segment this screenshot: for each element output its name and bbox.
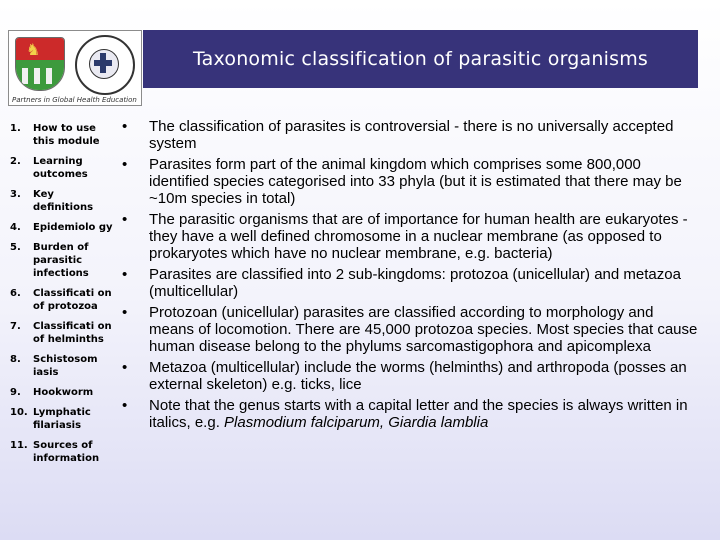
nav-item-number: 3. <box>10 189 21 200</box>
slide-content <box>122 118 700 435</box>
nav-item-label: Lymphatic filariasis <box>33 407 91 431</box>
bullet-text: The classification of parasites is controversial - there is no universally accepted system <box>149 118 674 152</box>
logo-panel <box>8 30 142 106</box>
nav-item-label: Epidemiolo gy <box>33 222 113 233</box>
nav-item-2[interactable] <box>10 155 114 181</box>
bullet-text: Parasites are classified into 2 sub-kingdoms: protozoa (unicellular) and metazoa (multicellular) <box>149 266 681 300</box>
bullet-text: Metazoa (multicellular) include the worms (helminths) and arthropoda (posses an external skeleton) e.g. ticks, lice <box>149 359 687 393</box>
nav-item-label: Learning outcomes <box>33 156 88 180</box>
bullet-icon: • <box>122 397 128 414</box>
nav-item-1[interactable] <box>10 122 114 148</box>
slide-title: Taxonomic classification of parasitic organisms <box>193 48 648 70</box>
university-shield-logo <box>15 37 65 91</box>
nav-item-7[interactable] <box>10 320 114 346</box>
nav-item-label: Burden of parasitic infections <box>33 242 89 279</box>
nav-item-4[interactable] <box>10 221 114 234</box>
nav-item-3[interactable] <box>10 188 114 214</box>
bullet-text: The parasitic organisms that are of importance for human health are eukaryotes - they have a well defined chromosome in a nuclear membrane (as opposed to prokaryotes which have no nuclear membrane, e.g. bacteria) <box>149 211 688 262</box>
nav-item-label: Classificati on of protozoa <box>33 288 112 312</box>
nav-item-number: 5. <box>10 242 21 253</box>
nav-item-number: 1. <box>10 123 21 134</box>
nav-item-number: 2. <box>10 156 21 167</box>
nav-item-8[interactable] <box>10 353 114 379</box>
bullet-icon: • <box>122 304 128 321</box>
nav-item-label: How to use this module <box>33 123 100 147</box>
bullet-text: Note that the genus starts with a capital letter and the species is always written in italics, e.g. <box>149 397 688 431</box>
bullet-point <box>122 118 700 152</box>
slide-title-bar <box>143 30 698 88</box>
bullet-icon: • <box>122 266 128 283</box>
nav-item-5[interactable] <box>10 241 114 280</box>
nav-item-number: 6. <box>10 288 21 299</box>
bullet-icon: • <box>122 211 128 228</box>
bullet-point <box>122 266 700 300</box>
nav-item-number: 11. <box>10 440 28 451</box>
nav-item-label: Hookworm <box>33 387 94 398</box>
bullet-point <box>122 397 700 431</box>
bullet-icon: • <box>122 359 128 376</box>
bullet-icon: • <box>122 118 128 135</box>
nav-item-number: 7. <box>10 321 21 332</box>
nav-item-number: 10. <box>10 407 28 418</box>
bullet-point <box>122 156 700 207</box>
nav-item-label: Sources of information <box>33 440 100 464</box>
bullet-point <box>122 359 700 393</box>
nav-item-number: 4. <box>10 222 21 233</box>
nav-item-9[interactable] <box>10 386 114 399</box>
module-navigation <box>10 122 114 472</box>
bullet-text: Parasites form part of the animal kingdom which comprises some 800,000 identified species categorised into 33 phyla (but it is estimated that there may be ~10m species in total) <box>149 156 682 207</box>
bullet-point <box>122 211 700 262</box>
dragon-icon: ♞ <box>26 40 41 59</box>
partners-tagline: Partners in Global Health Education <box>12 96 137 104</box>
bullet-text: Protozoan (unicellular) parasites are classified according to morphology and means of locomotion. There are 45,000 protozoa species. Most species that cause human disease belong to the phylums sarcomastigophora and apicomplexa <box>149 304 698 355</box>
nav-item-label: Key definitions <box>33 189 94 213</box>
nav-item-number: 8. <box>10 354 21 365</box>
nav-item-label: Classificati on of helminths <box>33 321 112 345</box>
nav-item-label: Schistosom iasis <box>33 354 98 378</box>
nav-item-number: 9. <box>10 387 21 398</box>
nav-item-11[interactable] <box>10 439 114 465</box>
nav-item-10[interactable] <box>10 406 114 432</box>
bullet-point <box>122 304 700 355</box>
college-of-medicine-seal-logo <box>75 35 135 95</box>
species-example-italic: Plasmodium falciparum, Giardia lamblia <box>224 414 489 431</box>
nav-item-6[interactable] <box>10 287 114 313</box>
bullet-icon: • <box>122 156 128 173</box>
